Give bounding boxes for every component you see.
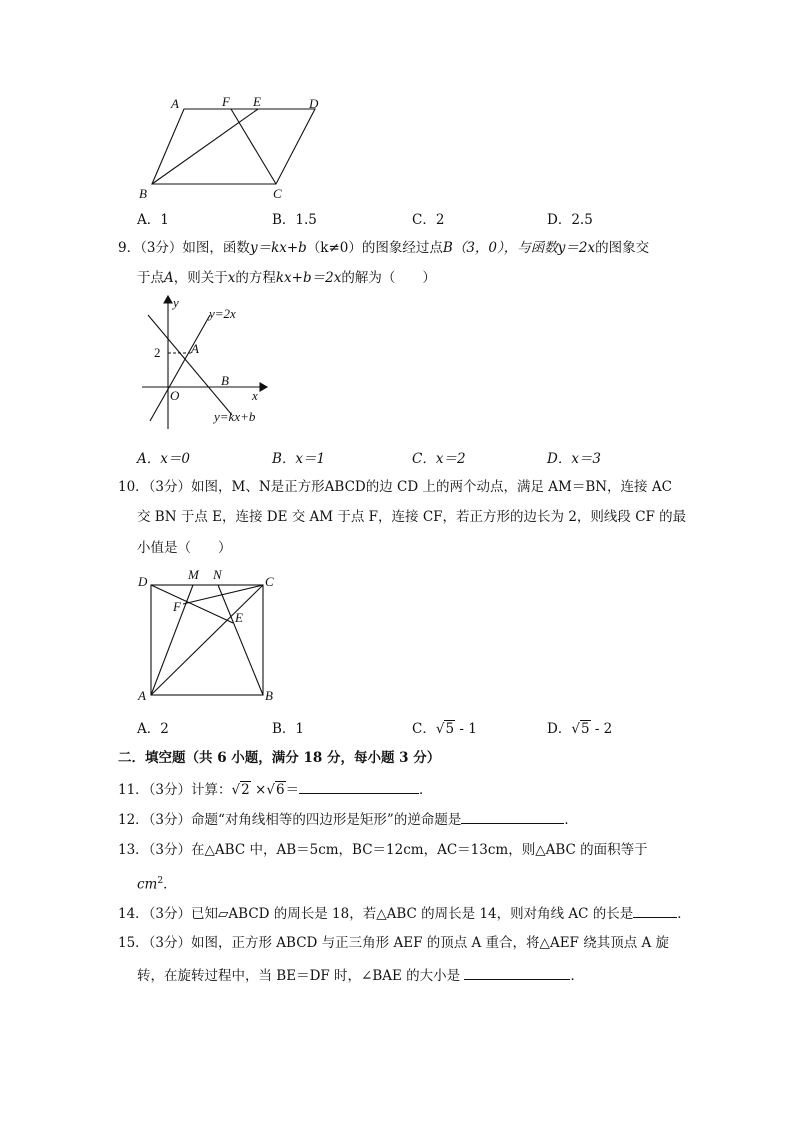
q9-label-b: B [221, 373, 229, 388]
q8-parallelogram-abcd [152, 109, 315, 184]
q14-line: 14．（3分）已知▱ABCD 的周长是 18，若△ABC 的周长是 14，则对角线 AC 的长是 ． [118, 903, 691, 923]
q8-parallelogram-figure [132, 92, 332, 204]
q10-square-figure [132, 566, 282, 706]
q10-line-1: 10．（3分）如图，M、N是正方形ABCD的边 CD 上的两个动点，满足 AM＝BN，连接 AC [118, 479, 672, 495]
q15-answer-blank[interactable] [464, 965, 570, 980]
q10-label-d: D [138, 574, 148, 589]
q10-label-f: F [173, 599, 181, 614]
q8-option-d: D．2.5 [547, 212, 593, 228]
q9-option-d: D．x＝3 [547, 451, 602, 467]
q10-label-b: B [265, 688, 273, 703]
q8-segment-fc [231, 109, 276, 184]
q8-option-b: B．1.5 [272, 212, 317, 228]
q9-line-ykxb [148, 315, 232, 415]
q10-option-d: D．√5 - 2 [547, 721, 613, 737]
q9-x-axis-arrow [260, 383, 267, 391]
q10-option-b: B．1 [272, 721, 305, 737]
q12-answer-blank[interactable] [461, 809, 564, 824]
q9-option-a: A．x＝0 [137, 451, 190, 467]
q9-label-o: O [170, 388, 180, 403]
q9-label-x: x [252, 388, 258, 403]
q13-line-2: $cm^2$． [137, 876, 177, 893]
q10-label-e: E [235, 610, 243, 625]
q9-function-graph [136, 293, 276, 433]
q9-label-y2x: y=2x [209, 306, 236, 321]
q15-line-1: 15．（3分）如图，正方形 ABCD 与正三角形 AEF 的顶点 A 重合，将△AEF 绕其顶点 A 旋 [118, 935, 670, 951]
q15-line-2: 转，在旋转过程中，当 BE＝DF 时，∠BAE 的大小是 ． [137, 965, 584, 985]
q10-line-2: 交 BN 于点 E，连接 DE 交 AM 于点 F，连接 CF，若正方形的边长为 2，则线段 CF 的最 [137, 509, 687, 525]
q8-label-c: C [273, 186, 282, 201]
q10-option-c: C．√5 - 1 [412, 721, 477, 737]
q9-label-2: 2 [154, 345, 161, 360]
q10-segment-cf [183, 585, 263, 604]
q12-line: 12．（3分）命题“对角线相等的四边形是矩形”的逆命题是 ． [118, 809, 578, 829]
q8-label-d: D [309, 96, 319, 111]
q10-segment-bn [218, 585, 263, 695]
q9-label-ykxb: y=kx+b [214, 409, 256, 424]
section-2-heading: 二．填空题（共 6 小题，满分 18 分，每小题 3 分） [118, 750, 441, 766]
q9-line-1: 9．（3分）如图，函数y＝kx+b（k≠0）的图象经过点B（3，0），与函数y＝2x的图象交 [118, 240, 650, 256]
q10-label-n: N [213, 567, 222, 582]
q13-line-1: 13．（3分）在△ABC 中，AB＝5cm，BC＝12cm，AC＝13cm，则△ABC 的面积等于 [118, 842, 648, 858]
q8-option-c: C．2 [412, 212, 445, 228]
q9-line-y2x [150, 315, 210, 421]
q8-option-a: A．1 [137, 212, 169, 228]
q9-label-a: A [191, 341, 199, 356]
q8-label-f: F [222, 94, 230, 109]
q14-answer-blank[interactable] [633, 903, 677, 918]
q10-label-c: C [265, 574, 274, 589]
q9-option-c: C．x＝2 [412, 451, 466, 467]
q9-y-axis-arrow [164, 296, 172, 303]
q10-label-m: M [188, 567, 199, 582]
q9-line-2: 于点A，则关于x的方程kx+b＝2x的解为（ ） [137, 270, 436, 286]
q10-label-a: A [138, 688, 146, 703]
q11-answer-blank[interactable] [299, 779, 419, 794]
q8-label-b: B [139, 186, 147, 201]
q8-label-a: A [171, 96, 179, 111]
q11-line: 11．（3分）计算：√2 ×√6＝ ． [118, 779, 433, 799]
q10-line-3: 小值是（ ） [137, 540, 232, 556]
q10-segment-ac [151, 585, 263, 695]
q8-label-e: E [253, 94, 261, 109]
q9-label-y: y [173, 295, 179, 310]
q10-option-a: A．2 [137, 721, 169, 737]
q9-option-b: B．x＝1 [272, 451, 326, 467]
